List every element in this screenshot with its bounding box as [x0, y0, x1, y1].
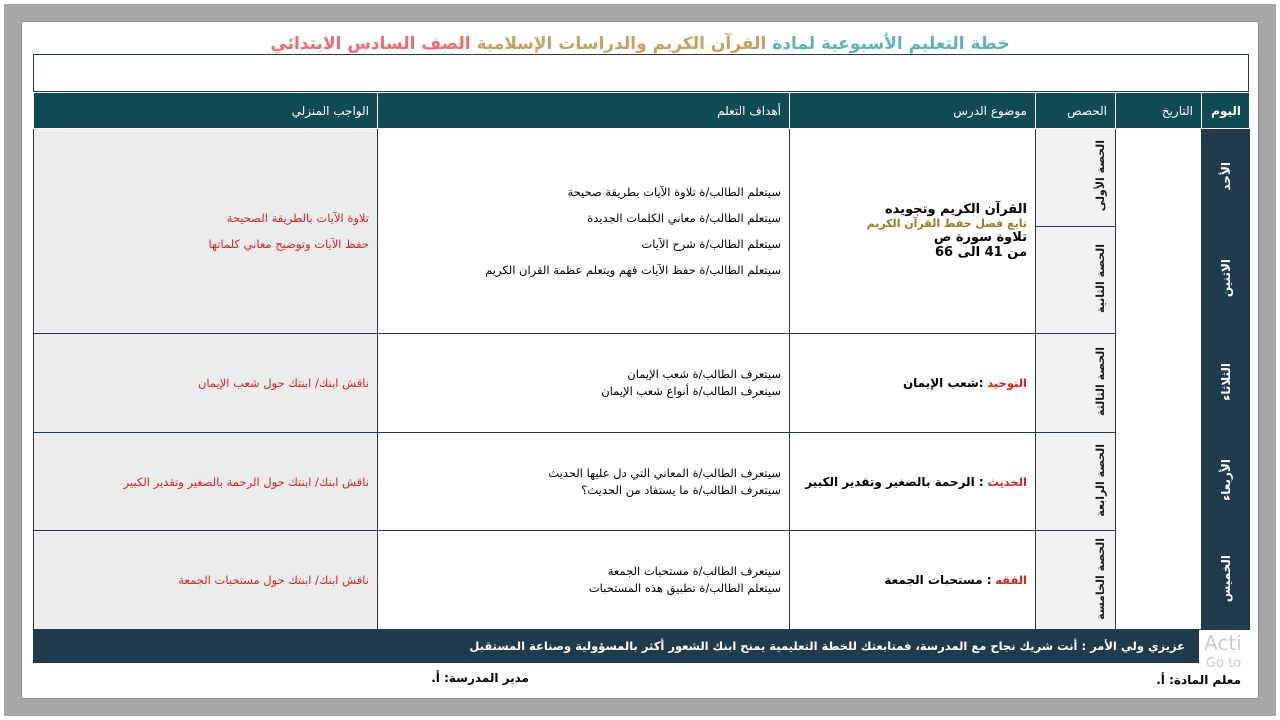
- title-part-1: خطة التعليم الأسبوعية لمادة: [772, 34, 1010, 54]
- teacher-signature: معلم المادة: أ.: [1156, 673, 1241, 687]
- goal-item: سيتعلم الطالب/ة معاني الكلمات الجديدة: [587, 211, 781, 225]
- period-5: الحصة الخامسة: [1036, 531, 1116, 630]
- goals-hadith: [378, 433, 790, 531]
- topic-fiqh: [790, 531, 1036, 630]
- weekly-plan-table: [33, 92, 1250, 630]
- period-2: الحصة الثانية: [1036, 227, 1116, 334]
- homework-hadith: ناقش ابنك/ ابنتك حول الرحمة بالصغير وتقدير الكبير: [34, 433, 378, 531]
- homework-quran: [34, 129, 378, 334]
- blank-header-box: [33, 54, 1249, 92]
- table-row: [34, 334, 1250, 433]
- table-row: [34, 129, 1250, 227]
- title-part-3: الصف السادس الابتدائي: [270, 34, 471, 54]
- title-part-2: القرآن الكريم والدراسات الإسلامية: [476, 34, 767, 54]
- period-1: الحصة الأولى: [1036, 129, 1116, 227]
- header-homework: الواجب المنزلي: [34, 93, 378, 129]
- goals-tawheed: [378, 334, 790, 433]
- header-date: التاريخ: [1116, 93, 1202, 129]
- goals-quran: [378, 129, 790, 334]
- goal-item: سيتعلم الطالب/ة حفظ الآيات فهم ويتعلم عظمة القران الكريم: [485, 263, 781, 277]
- date-cell[interactable]: [1116, 129, 1202, 630]
- topic-hadith-label: الحديث: [987, 474, 1027, 489]
- goal-item: سيتعلم الطالب/ة شرح الآيات: [641, 237, 781, 251]
- period-3: الحصة الثالثة: [1036, 334, 1116, 433]
- goal-item: سيتعرف الطالب/ة شعب الإيمان: [627, 367, 781, 381]
- signature-row: [33, 665, 1249, 693]
- period-4: الحصة الرابعة: [1036, 433, 1116, 531]
- principal-signature: مدير المدرسة: أ.: [431, 671, 529, 685]
- day-thursday: الخميس: [1202, 531, 1250, 630]
- goals-fiqh: [378, 531, 790, 630]
- header-topic: موضوع الدرس: [790, 93, 1036, 129]
- topic-quran-line1: تلاوة سورة ص: [933, 230, 1027, 245]
- activation-watermark-sub: Go to: [1206, 656, 1242, 671]
- topic-quran-title: القرآن الكريم وتجويده: [885, 202, 1027, 217]
- goal-item: سيتعلم الطالب/ة تلاوة الآيات بطريقة صحيحة: [567, 185, 781, 199]
- topic-fiqh-label: الفقه: [995, 573, 1027, 587]
- homework-item: حفظ الآيات وتوضيح معاني كلماتها: [208, 237, 369, 251]
- goal-item: سيتعرف الطالب/ة ما يستفاد من الحديث؟: [581, 482, 781, 497]
- homework-item: تلاوة الآيات بالطريقة الصحيحة: [226, 211, 369, 225]
- table-row: [34, 531, 1250, 630]
- goal-item: سيتعلم الطالب/ة تطبيق هذه المستحبات: [588, 581, 781, 595]
- day-monday: الاثنين: [1202, 227, 1250, 334]
- goal-item: سيتعرف الطالب/ة أنواع شعب الإيمان: [601, 384, 781, 398]
- header-day: اليوم: [1202, 93, 1250, 129]
- topic-quran-subtitle: تابع فضل حفظ القرآن الكريم: [866, 217, 1027, 230]
- homework-fiqh: ناقش ابنك/ ابنتك حول مستحبات الجمعة: [34, 531, 378, 630]
- day-sunday: الأحد: [1202, 129, 1250, 227]
- page-title: [30, 34, 1250, 54]
- topic-tawheed: [790, 334, 1036, 433]
- activation-watermark: Acti: [1204, 631, 1242, 655]
- header-periods: الحصص: [1036, 93, 1116, 129]
- topic-quran-line2: من 41 الى 66: [934, 245, 1027, 260]
- day-wednesday: الأربعاء: [1202, 433, 1250, 531]
- goal-item: سيتعرف الطالب/ة مستحبات الجمعة: [607, 564, 781, 578]
- topic-hadith-text: : الرحمة بالصغير وتقدير الكبير: [805, 474, 984, 489]
- table-header-row: [34, 93, 1250, 129]
- topic-quran: [790, 129, 1036, 334]
- header-goals: أهداف التعلم: [378, 93, 790, 129]
- homework-tawheed: ناقش ابنك/ ابنتك حول شعب الإيمان: [34, 334, 378, 433]
- parent-message-bar: عزيزي ولي الأمر : أنت شريك نجاح مع المدرسة، فمتابعتك للخطة التعليمية يمنح ابنك الشعور أكثر بالمسؤولية وصناعة المستقبل: [33, 629, 1199, 663]
- topic-fiqh-text: : مستحبات الجمعة: [884, 573, 992, 587]
- topic-tawheed-text: :شعب الإيمان: [902, 376, 984, 390]
- day-tuesday: الثلاثاء: [1202, 334, 1250, 433]
- table-row: [34, 433, 1250, 531]
- topic-hadith: [790, 433, 1036, 531]
- goal-item: سيتعرف الطالب/ة المعاني التي دل عليها الحديث: [548, 465, 781, 480]
- topic-tawheed-label: التوحيد: [987, 376, 1027, 390]
